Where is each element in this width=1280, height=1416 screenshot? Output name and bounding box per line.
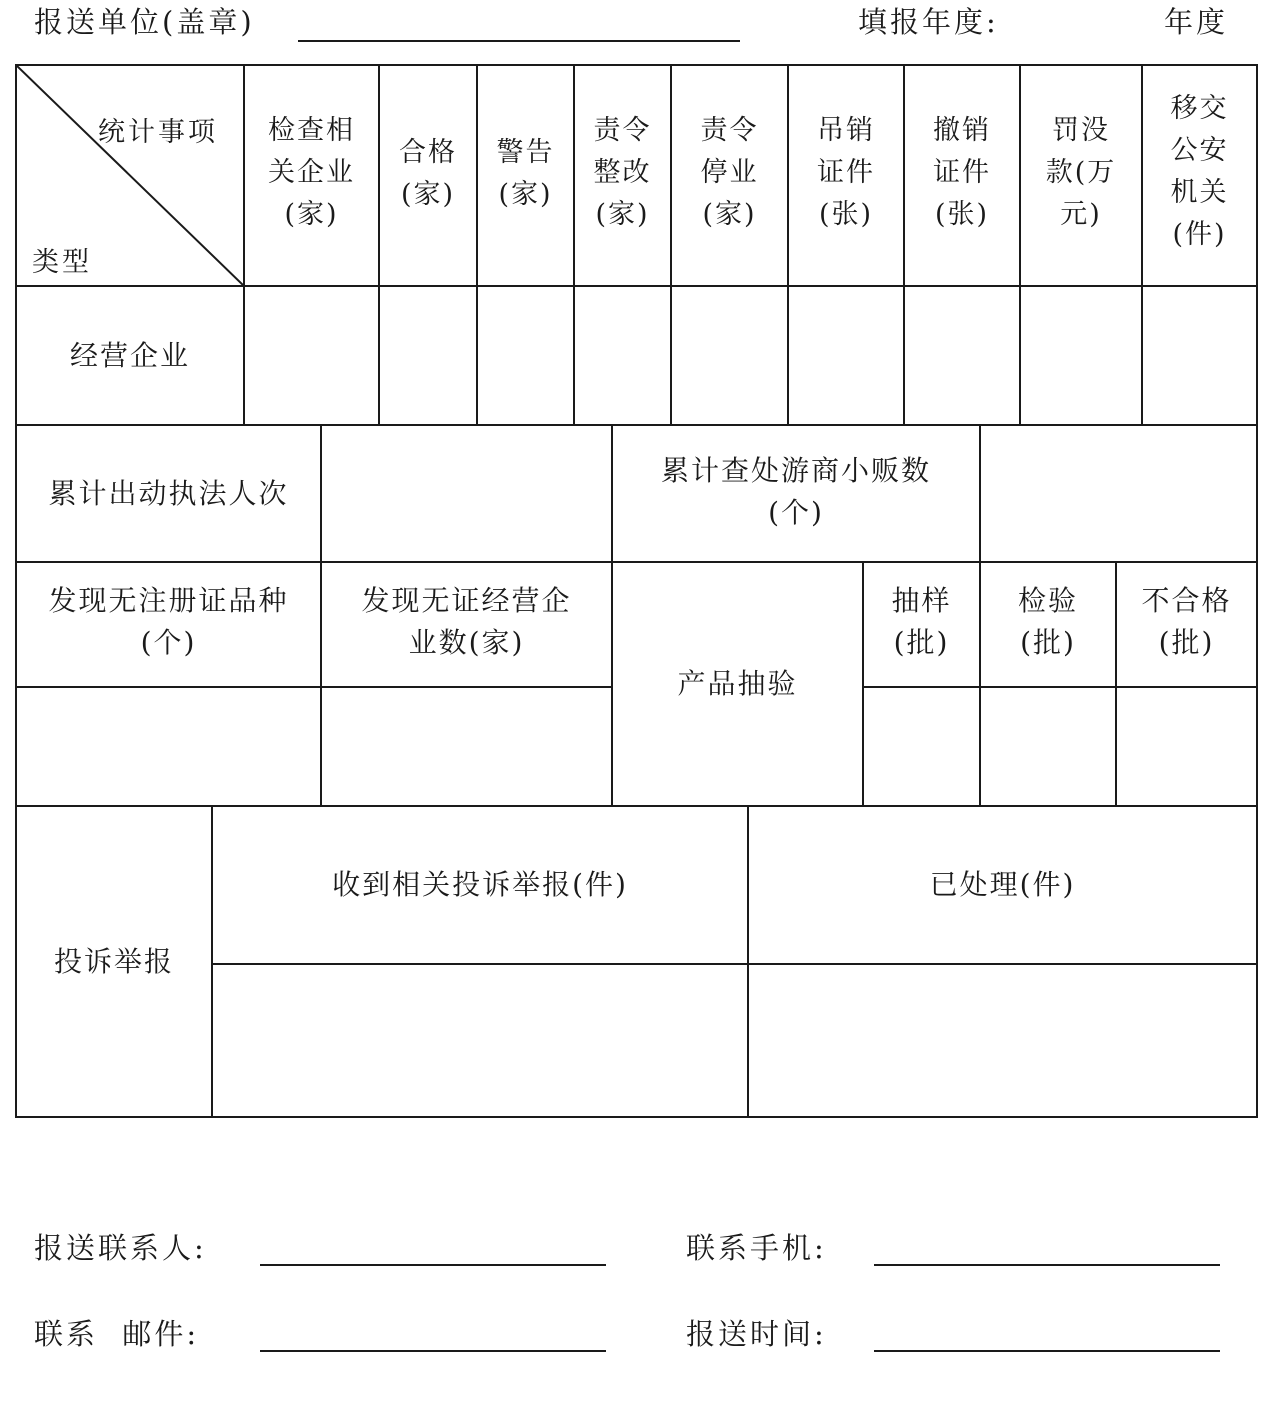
contact-phone-line[interactable]: [874, 1264, 1220, 1266]
col-header-qualified: 合格 (家): [399, 137, 457, 210]
col-header-complaints-received: 收到相关投诉举报(件): [332, 868, 628, 901]
label-complaints: 投诉举报: [53, 944, 174, 978]
col-header-inspection: 检验 (批): [1017, 584, 1078, 659]
input-business-warning[interactable]: [478, 287, 573, 424]
input-unregistered-varieties[interactable]: [17, 688, 320, 805]
label-cumulative-enforcement: 累计出动执法人次: [48, 476, 289, 510]
input-cumulative-vendors[interactable]: [981, 426, 1256, 561]
label-product-sampling: 产品抽验: [677, 667, 798, 700]
submit-time-label: 报送时间:: [686, 1317, 827, 1351]
col-header-transfer-police: 移交 公安 机关 (件): [1170, 93, 1229, 250]
year-label: 填报年度:: [858, 5, 999, 39]
unit-input-line[interactable]: [298, 40, 740, 42]
contact-phone-label: 联系手机:: [686, 1231, 827, 1265]
col-header-cancel-cert: 撤销 证件 (张): [933, 115, 991, 230]
input-business-suspend[interactable]: [672, 287, 787, 424]
year-suffix: 年度: [1164, 5, 1229, 39]
contact-person-line[interactable]: [260, 1264, 606, 1266]
col-header-revoke-cert: 吊销 证件 (张): [817, 115, 875, 230]
contact-email-line[interactable]: [260, 1350, 606, 1352]
input-unqualified[interactable]: [1117, 688, 1256, 805]
label-cumulative-vendors: 累计查处游商小贩数 (个): [660, 454, 931, 529]
input-cumulative-enforcement[interactable]: [322, 426, 611, 561]
input-business-revoke[interactable]: [789, 287, 903, 424]
col-header-suspend: 责令 停业 (家): [700, 115, 759, 230]
col-header-rectify: 责令 整改 (家): [593, 115, 652, 230]
input-business-qualified[interactable]: [380, 287, 476, 424]
input-business-rectify[interactable]: [575, 287, 670, 424]
input-business-cancel[interactable]: [905, 287, 1019, 424]
corner-stat-items: 统计事项: [98, 117, 218, 148]
unit-label: 报送单位(盖章): [34, 5, 255, 39]
input-complaints-received[interactable]: [213, 965, 747, 1116]
col-header-warning: 警告 (家): [496, 137, 555, 210]
col-header-unqualified: 不合格 (批): [1141, 584, 1232, 659]
table-border-right: [1256, 64, 1258, 1118]
input-business-police[interactable]: [1143, 287, 1256, 424]
col-header-inspected: 检查相 关企业 (家): [268, 115, 355, 230]
label-unregistered-varieties: 发现无注册证品种 (个): [48, 584, 289, 659]
col-header-complaints-processed: 已处理(件): [929, 868, 1076, 901]
input-business-fines[interactable]: [1021, 287, 1141, 424]
input-complaints-processed[interactable]: [749, 965, 1256, 1116]
label-unlicensed-businesses: 发现无证经营企 业数(家): [361, 584, 572, 659]
row-label-business: 经营企业: [69, 338, 190, 372]
corner-type: 类型: [32, 247, 92, 278]
input-business-inspected[interactable]: [245, 287, 378, 424]
submit-time-line[interactable]: [874, 1350, 1220, 1352]
col-header-sampling: 抽样 (批): [891, 584, 952, 659]
input-sampling[interactable]: [864, 688, 979, 805]
table-border-bottom: [15, 1116, 1258, 1118]
col-header-fines: 罚没 款(万 元): [1045, 115, 1117, 230]
contact-person-label: 报送联系人:: [34, 1231, 207, 1265]
contact-email-label: 联系 邮件:: [34, 1317, 200, 1351]
input-inspection[interactable]: [981, 688, 1115, 805]
input-unlicensed-businesses[interactable]: [322, 688, 611, 805]
